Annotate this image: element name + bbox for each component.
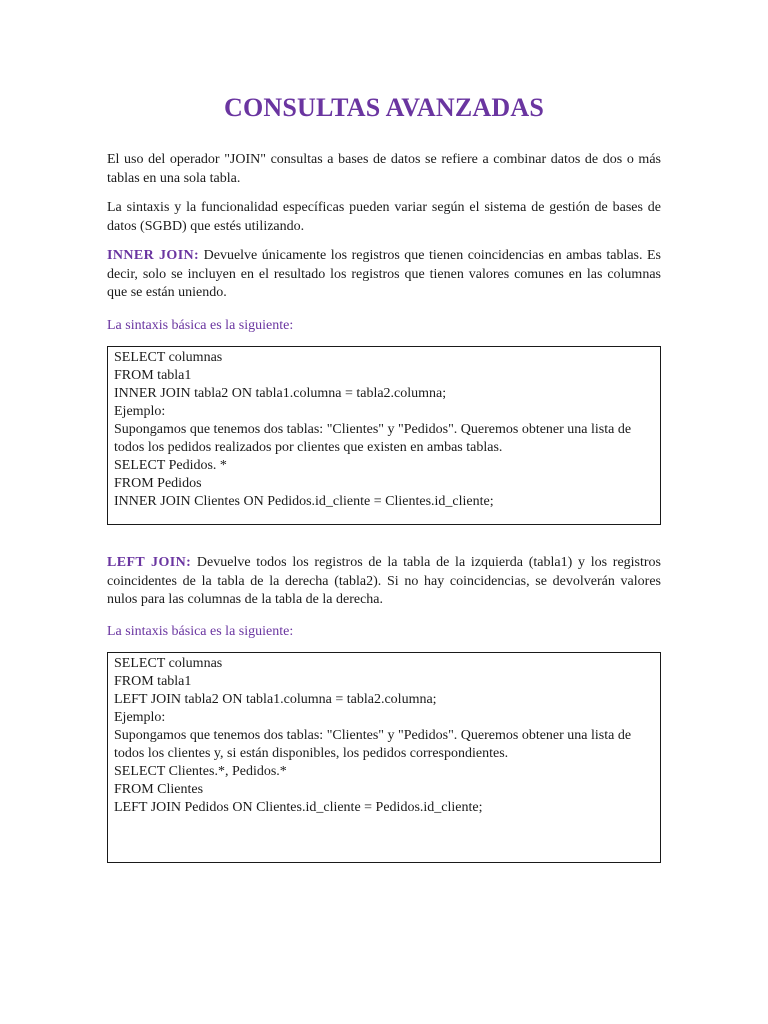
intro-paragraph-2: La sintaxis y la funcionalidad específicas pueden variar según el sistema de gestión de bases de datos (SGBD) que estés utilizando. <box>107 200 661 234</box>
left-join-paragraph <box>107 554 661 610</box>
code-line: FROM tabla1 <box>114 674 192 689</box>
inner-join-code-box <box>107 346 661 525</box>
code-line: Ejemplo: <box>114 710 166 725</box>
code-line: FROM Clientes <box>114 782 204 797</box>
code-line: Supongamos que tenemos dos tablas: "Clientes" y "Pedidos". Queremos obtener una lista de todos los pedidos realizados por clientes que existen en ambas tablas. <box>114 422 632 455</box>
left-join-syntax-label: La sintaxis básica es la siguiente: <box>107 624 294 639</box>
left-join-term: LEFT JOIN: <box>107 555 192 570</box>
code-line: SELECT Clientes.*, Pedidos.* <box>114 764 287 779</box>
code-line: SELECT Pedidos. * <box>114 458 227 473</box>
inner-join-syntax-label: La sintaxis básica es la siguiente: <box>107 318 294 333</box>
code-line: Ejemplo: <box>114 404 166 419</box>
code-line: LEFT JOIN tabla2 ON tabla1.columna = tabla2.columna; <box>114 692 437 707</box>
code-line: LEFT JOIN Pedidos ON Clientes.id_cliente = Pedidos.id_cliente; <box>114 800 483 815</box>
code-line: FROM tabla1 <box>114 368 192 383</box>
inner-join-term: INNER JOIN: <box>107 248 200 263</box>
left-join-code-box <box>107 652 661 863</box>
code-line: FROM Pedidos <box>114 476 202 491</box>
code-line: Supongamos que tenemos dos tablas: "Clientes" y "Pedidos". Queremos obtener una lista de todos los clientes y, si están disponibles, los pedidos correspondientes. <box>114 728 632 761</box>
code-line: INNER JOIN Clientes ON Pedidos.id_cliente = Clientes.id_cliente; <box>114 494 494 509</box>
page-title: CONSULTAS AVANZADAS <box>223 93 544 122</box>
code-line: SELECT columnas <box>114 350 223 365</box>
code-line: SELECT columnas <box>114 656 223 671</box>
code-line: INNER JOIN tabla2 ON tabla1.columna = tabla2.columna; <box>114 386 447 401</box>
intro-paragraph-1: El uso del operador "JOIN" consultas a bases de datos se refiere a combinar datos de dos o más tablas en una sola tabla. <box>107 152 661 186</box>
inner-join-paragraph <box>107 247 661 303</box>
left-join-description: Devuelve todos los registros de la tabla de la izquierda (tabla1) y los registros coincidentes de la tabla de la derecha (tabla2). Si no hay coincidencias, se devolverán valores nulos para las columnas de la tabla de la derecha. <box>107 555 661 607</box>
inner-join-description: Devuelve únicamente los registros que tienen coincidencias en ambas tablas. Es decir, solo se incluyen en el resultado los registros que tienen valores comunes en las columnas que se están uniendo. <box>107 248 661 300</box>
